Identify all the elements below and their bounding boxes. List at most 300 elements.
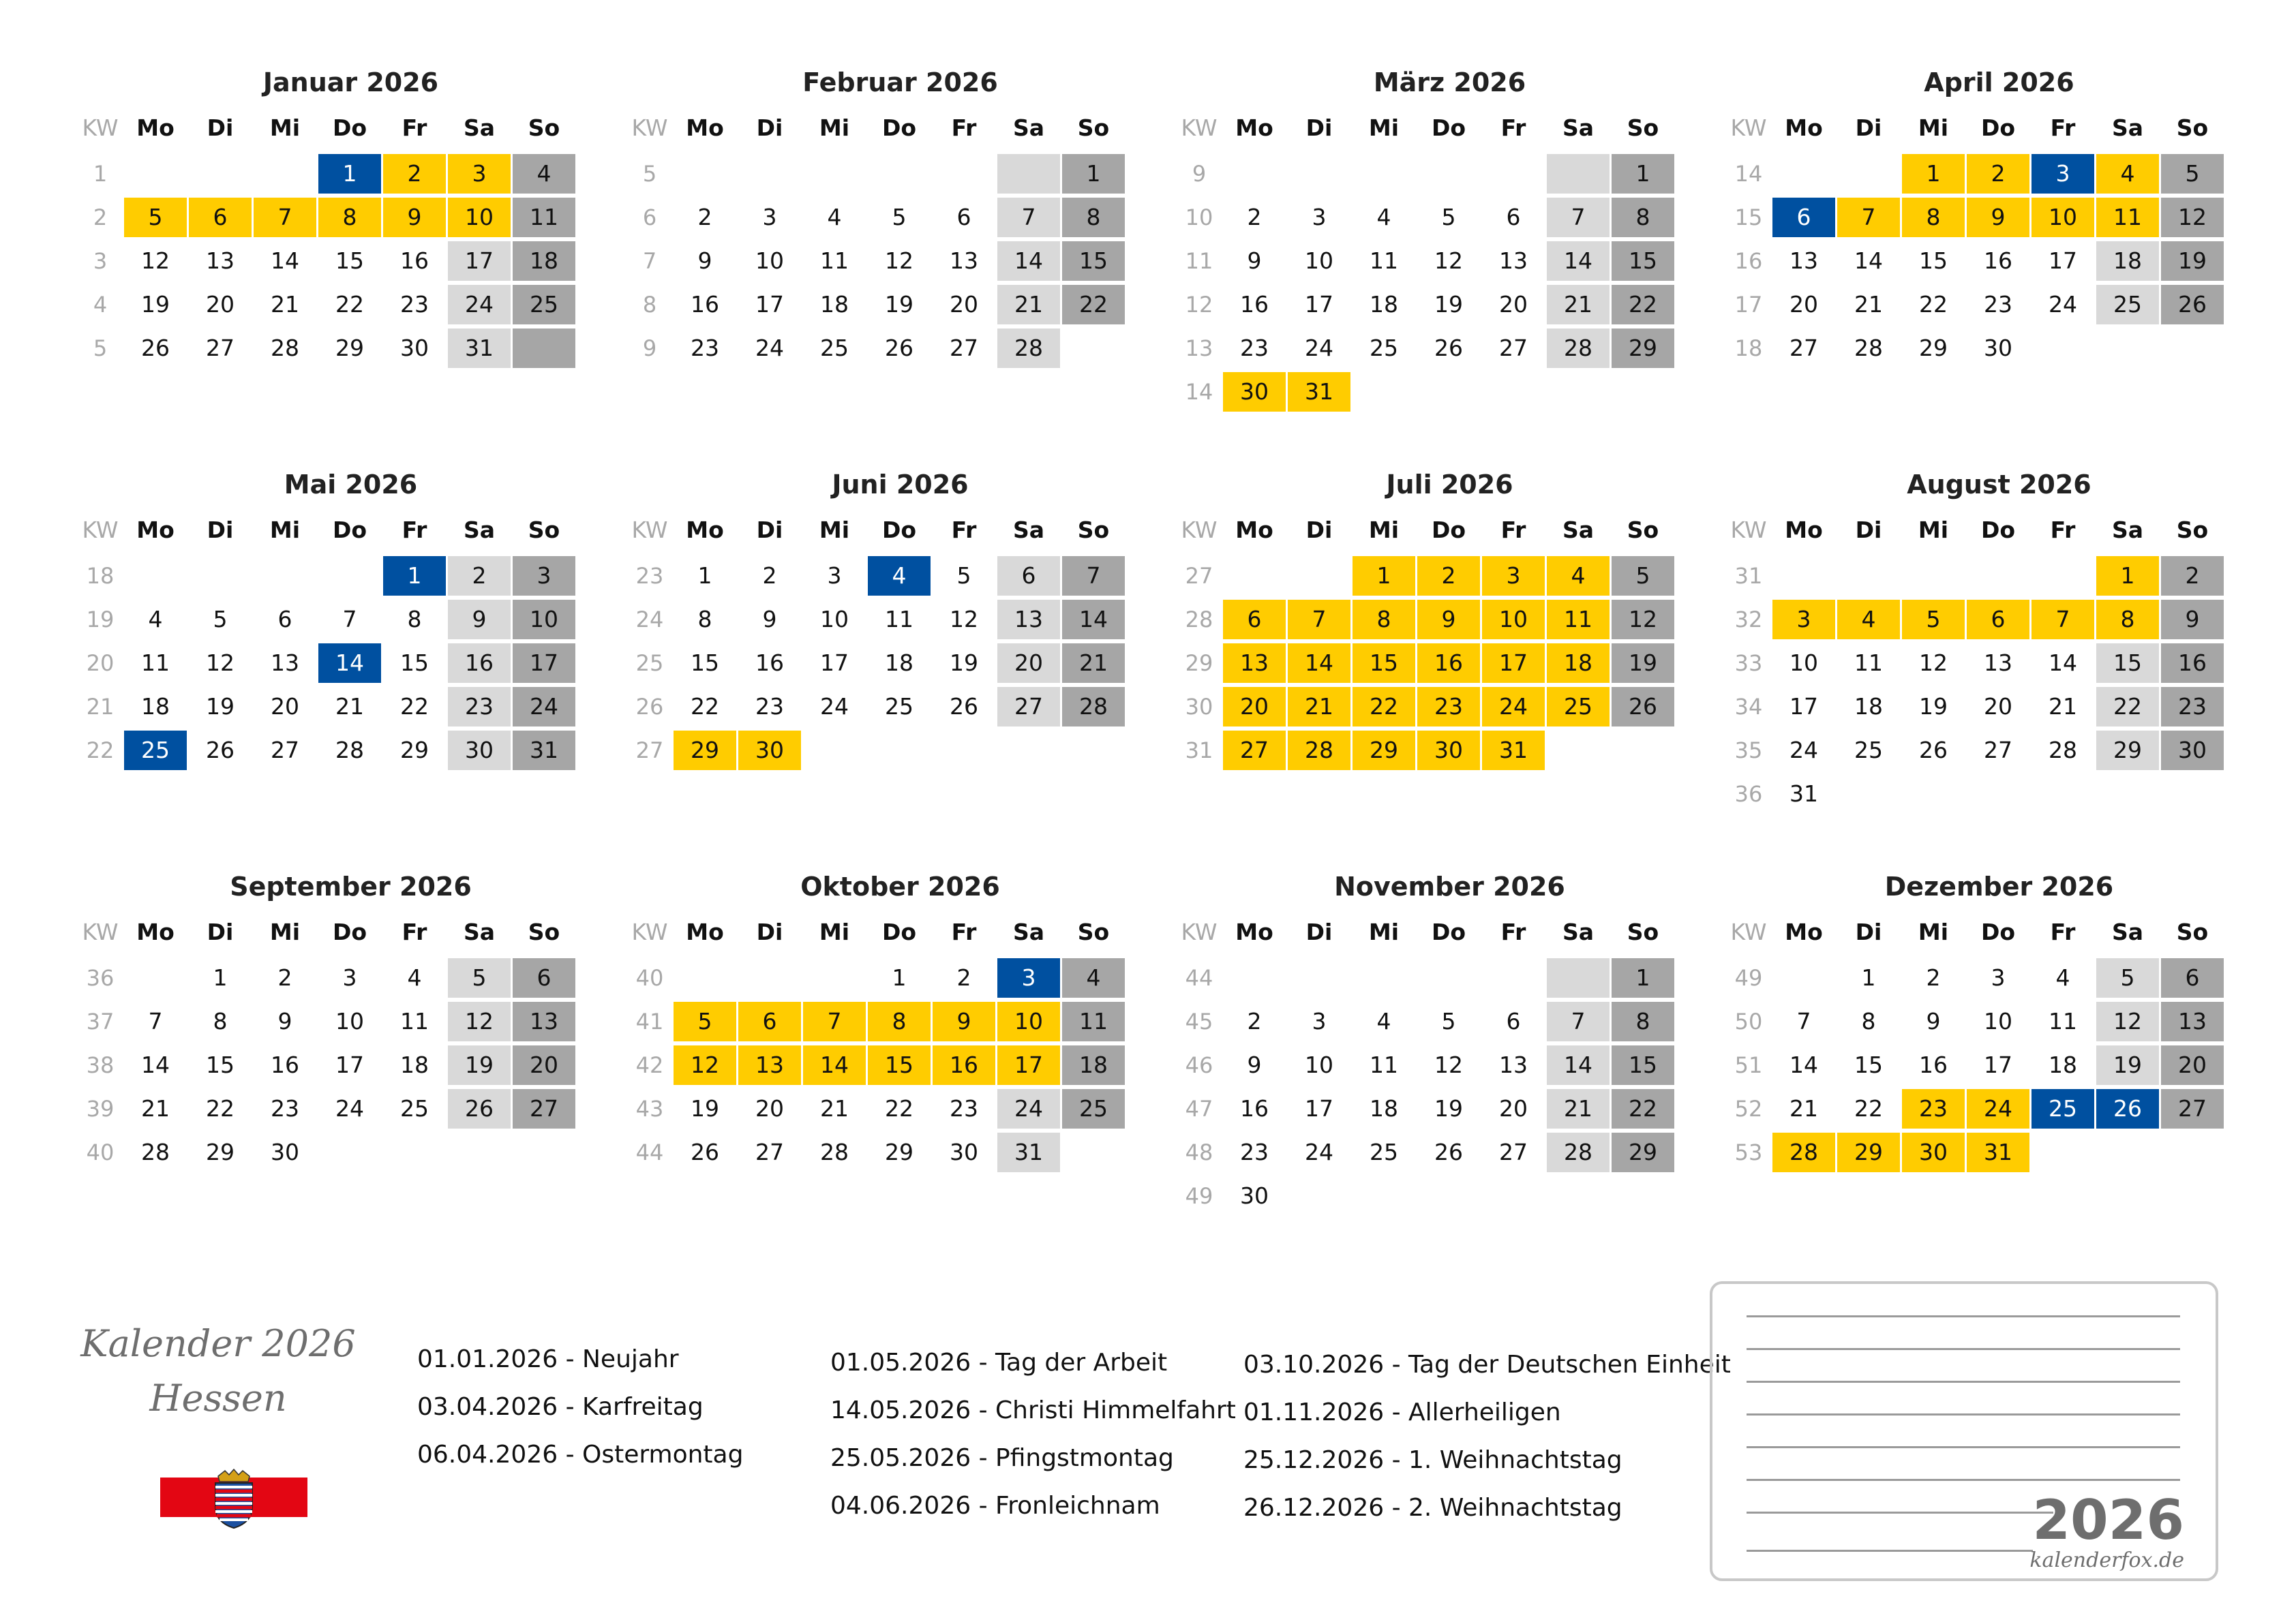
day-cell — [997, 154, 1060, 194]
day-cell: 16 — [1417, 643, 1480, 683]
week-number: 12 — [1185, 292, 1213, 318]
day-cell: 18 — [885, 649, 913, 676]
weekday-header: Sa — [1562, 919, 1595, 945]
day-cell: 24 — [335, 1095, 364, 1122]
day-cell: 18 — [141, 693, 170, 720]
day-cell: 3 — [342, 964, 357, 991]
day-cell: 16 — [448, 643, 511, 683]
day-cell: 5 — [674, 1002, 736, 1041]
weekday-header: Mi — [819, 517, 850, 543]
day-cell: 30 — [448, 731, 511, 770]
day-cell: 6 — [2161, 958, 2224, 998]
day-cell: 25 — [400, 1095, 429, 1122]
day-cell: 5 — [1441, 204, 1456, 230]
weekday-header: Mi — [1368, 517, 1400, 543]
day-cell: 9 — [448, 600, 511, 639]
day-cell: 18 — [1062, 1045, 1125, 1085]
weekday-header: Mi — [1918, 114, 1949, 141]
day-cell: 30 — [1223, 372, 1286, 412]
day-cell: 26 — [1612, 687, 1674, 726]
weekday-header: Fr — [1500, 114, 1526, 141]
day-cell: 23 — [448, 687, 511, 726]
weekday-header: Sa — [1012, 114, 1045, 141]
weekday-header: So — [528, 114, 560, 141]
day-cell: 21 — [1547, 1089, 1610, 1129]
month-title: Dezember 2026 — [1884, 872, 2114, 902]
day-cell: 27 — [1789, 335, 1818, 361]
note-line — [1747, 1550, 2033, 1552]
day-cell: 8 — [318, 198, 381, 237]
day-cell: 15 — [1854, 1052, 1883, 1078]
day-cell: 8 — [1062, 198, 1125, 237]
day-cell: 7 — [148, 1008, 163, 1035]
week-number-header: KW — [631, 919, 668, 945]
day-cell: 26 — [448, 1089, 511, 1129]
brand-region: Hessen — [149, 1377, 287, 1420]
week-number: 32 — [1734, 607, 1763, 632]
month-7 — [1175, 468, 1676, 849]
day-cell: 16 — [400, 247, 429, 274]
day-cell: 10 — [1305, 247, 1333, 274]
weekday-header: Mi — [269, 114, 301, 141]
day-cell: 3 — [1312, 1008, 1327, 1035]
day-cell: 11 — [2049, 1008, 2077, 1035]
weekday-header: Fr — [951, 517, 977, 543]
month-9 — [76, 870, 577, 1251]
day-cell: 17 — [513, 643, 575, 683]
note-line — [1747, 1446, 2180, 1448]
day-cell: 1 — [1902, 154, 1965, 194]
day-cell: 8 — [868, 1002, 931, 1041]
day-cell: 19 — [691, 1095, 719, 1122]
day-cell: 29 — [400, 737, 429, 763]
week-number-header: KW — [1181, 919, 1218, 945]
day-cell: 26 — [141, 335, 170, 361]
day-cell: 29 — [1612, 1133, 1674, 1172]
day-cell: 27 — [755, 1139, 784, 1165]
day-cell: 27 — [1984, 737, 2012, 763]
week-number: 48 — [1185, 1139, 1213, 1165]
weekday-header: Mo — [136, 517, 175, 543]
day-cell: 25 — [1370, 335, 1398, 361]
week-number: 38 — [86, 1052, 115, 1078]
day-cell: 9 — [1247, 247, 1262, 274]
note-line — [1747, 1381, 2180, 1383]
note-line — [1747, 1512, 2053, 1514]
day-cell: 10 — [1305, 1052, 1333, 1078]
day-cell: 1 — [1353, 556, 1415, 596]
weekday-header: Mo — [136, 919, 175, 945]
weekday-header: Mi — [1368, 919, 1400, 945]
day-cell: 27 — [206, 335, 235, 361]
weekday-header: So — [1627, 517, 1659, 543]
day-cell: 14 — [1288, 643, 1350, 683]
weekday-header: Mo — [1785, 517, 1823, 543]
month-title: Oktober 2026 — [800, 872, 1000, 902]
week-number: 50 — [1734, 1009, 1763, 1035]
day-cell: 31 — [997, 1133, 1060, 1172]
day-cell: 17 — [1789, 693, 1818, 720]
week-number-header: KW — [1181, 114, 1218, 141]
day-cell: 24 — [820, 693, 849, 720]
week-number: 5 — [642, 161, 657, 187]
day-cell: 31 — [1288, 372, 1350, 412]
week-number: 21 — [86, 694, 115, 720]
holiday-entry: 14.05.2026 - Christi Himmelfahrt — [830, 1396, 1236, 1424]
day-cell: 28 — [271, 335, 299, 361]
day-cell: 30 — [950, 1139, 978, 1165]
day-cell: 14 — [318, 643, 381, 683]
day-cell: 24 — [1482, 687, 1545, 726]
day-cell: 15 — [2096, 643, 2159, 683]
month-11 — [1175, 870, 1676, 1251]
day-cell: 27 — [1499, 1139, 1528, 1165]
day-cell: 28 — [820, 1139, 849, 1165]
weekday-header: So — [528, 517, 560, 543]
day-cell: 23 — [755, 693, 784, 720]
day-cell: 5 — [1902, 600, 1965, 639]
weekday-header: Fr — [2050, 114, 2076, 141]
day-cell: 15 — [1062, 241, 1125, 281]
day-cell: 6 — [1506, 1008, 1521, 1035]
holiday-list-2 — [830, 1339, 1236, 1530]
week-number: 29 — [1185, 650, 1213, 676]
week-number: 27 — [635, 737, 664, 763]
day-cell: 28 — [1772, 1133, 1835, 1172]
day-cell: 22 — [2096, 687, 2159, 726]
week-number: 30 — [1185, 694, 1213, 720]
note-line — [1747, 1479, 2180, 1481]
day-cell: 23 — [271, 1095, 299, 1122]
day-cell: 22 — [1062, 285, 1125, 324]
day-cell: 20 — [1499, 291, 1528, 318]
day-cell: 27 — [1223, 731, 1286, 770]
weekday-header: Fr — [2050, 919, 2076, 945]
day-cell: 1 — [1861, 964, 1876, 991]
weekday-header: Fr — [951, 114, 977, 141]
day-cell: 16 — [691, 291, 719, 318]
weekday-header: Do — [332, 517, 367, 543]
day-cell: 30 — [1240, 1182, 1269, 1209]
day-cell: 11 — [2096, 198, 2159, 237]
weekday-header: Di — [1855, 114, 1882, 141]
day-cell: 18 — [820, 291, 849, 318]
day-cell: 19 — [1434, 291, 1463, 318]
day-cell: 9 — [383, 198, 446, 237]
day-cell: 16 — [271, 1052, 299, 1078]
day-cell: 9 — [2161, 600, 2224, 639]
day-cell: 26 — [950, 693, 978, 720]
month-10 — [626, 870, 1127, 1251]
day-cell: 21 — [271, 291, 299, 318]
day-cell: 2 — [1247, 204, 1262, 230]
day-cell: 13 — [271, 649, 299, 676]
day-cell: 13 — [1499, 247, 1528, 274]
day-cell: 21 — [335, 693, 364, 720]
day-cell: 10 — [1984, 1008, 2012, 1035]
day-cell: 1 — [213, 964, 228, 991]
day-cell: 27 — [1499, 335, 1528, 361]
weekday-header: Di — [1855, 517, 1882, 543]
weekday-header: So — [2176, 919, 2209, 945]
day-cell: 8 — [213, 1008, 228, 1035]
month-title: Januar 2026 — [262, 67, 439, 97]
day-cell: 12 — [2161, 198, 2224, 237]
day-cell: 25 — [1547, 687, 1610, 726]
day-cell: 3 — [1772, 600, 1835, 639]
brand-title: Kalender 2026 — [80, 1322, 356, 1365]
month-title: Juni 2026 — [832, 470, 969, 500]
week-number: 9 — [1192, 161, 1207, 187]
holiday-entry: 26.12.2026 - 2. Weihnachtstag — [1243, 1494, 1622, 1522]
week-number: 47 — [1185, 1096, 1213, 1122]
day-cell: 13 — [997, 600, 1060, 639]
day-cell: 24 — [513, 687, 575, 726]
week-number: 31 — [1734, 563, 1763, 589]
month-title: April 2026 — [1924, 67, 2074, 97]
day-cell: 13 — [950, 247, 978, 274]
holiday-list-1 — [417, 1336, 743, 1479]
weekday-header: Di — [207, 114, 234, 141]
day-cell: 27 — [2161, 1089, 2224, 1129]
day-cell: 14 — [271, 247, 299, 274]
weekday-header: Mo — [1785, 919, 1823, 945]
weekday-header: Do — [1431, 517, 1466, 543]
week-number: 40 — [635, 965, 664, 991]
day-cell: 4 — [1376, 1008, 1391, 1035]
day-cell: 23 — [1240, 1139, 1269, 1165]
week-number: 11 — [1185, 248, 1213, 274]
day-cell: 10 — [513, 600, 575, 639]
day-cell: 2 — [1247, 1008, 1262, 1035]
day-cell: 4 — [407, 964, 422, 991]
day-cell: 6 — [189, 198, 252, 237]
week-number: 18 — [86, 563, 115, 589]
day-cell: 24 — [1305, 1139, 1333, 1165]
day-cell: 24 — [448, 285, 511, 324]
day-cell: 9 — [277, 1008, 292, 1035]
note-line — [1747, 1413, 2180, 1416]
day-cell: 14 — [2049, 649, 2077, 676]
day-cell: 8 — [1861, 1008, 1876, 1035]
day-cell: 9 — [1247, 1052, 1262, 1078]
month-title: März 2026 — [1373, 67, 1526, 97]
day-cell: 16 — [1919, 1052, 1948, 1078]
day-cell: 27 — [950, 335, 978, 361]
day-cell: 21 — [820, 1095, 849, 1122]
day-cell: 12 — [885, 247, 913, 274]
month-6 — [626, 468, 1127, 849]
day-cell: 8 — [2096, 600, 2159, 639]
week-number: 28 — [1185, 607, 1213, 632]
weekday-header: Sa — [1012, 919, 1045, 945]
site-name: kalenderfox.de — [2029, 1548, 2184, 1572]
week-number: 36 — [1734, 781, 1763, 807]
day-cell: 22 — [885, 1095, 913, 1122]
day-cell: 21 — [141, 1095, 170, 1122]
day-cell: 12 — [141, 247, 170, 274]
week-number: 27 — [1185, 563, 1213, 589]
day-cell: 8 — [1612, 198, 1674, 237]
day-cell: 20 — [1499, 1095, 1528, 1122]
day-cell: 28 — [1062, 687, 1125, 726]
day-cell: 24 — [1305, 335, 1333, 361]
day-cell: 27 — [997, 687, 1060, 726]
day-cell: 22 — [1612, 285, 1674, 324]
day-cell: 18 — [513, 241, 575, 281]
weekday-header: Sa — [1562, 517, 1595, 543]
day-cell: 15 — [1919, 247, 1948, 274]
weekday-header: Sa — [2111, 919, 2144, 945]
week-number-header: KW — [82, 114, 119, 141]
day-cell: 5 — [1612, 556, 1674, 596]
day-cell: 31 — [513, 731, 575, 770]
day-cell: 25 — [1062, 1089, 1125, 1129]
week-number: 41 — [635, 1009, 664, 1035]
day-cell: 15 — [1612, 241, 1674, 281]
weekday-header: So — [1077, 919, 1110, 945]
day-cell: 10 — [1789, 649, 1818, 676]
day-cell: 18 — [400, 1052, 429, 1078]
day-cell: 11 — [1854, 649, 1883, 676]
day-cell: 17 — [755, 291, 784, 318]
day-cell: 1 — [1612, 958, 1674, 998]
weekday-header: Mo — [136, 114, 175, 141]
day-cell: 18 — [2096, 241, 2159, 281]
day-cell: 16 — [2161, 643, 2224, 683]
day-cell — [1547, 958, 1610, 998]
day-cell: 29 — [1353, 731, 1415, 770]
weekday-header: Mo — [686, 517, 724, 543]
day-cell: 6 — [277, 606, 292, 632]
notes-box — [1710, 1281, 2218, 1581]
note-line — [1747, 1348, 2180, 1350]
week-number: 10 — [1185, 204, 1213, 230]
day-cell: 7 — [342, 606, 357, 632]
day-cell: 17 — [820, 649, 849, 676]
day-cell: 12 — [950, 606, 978, 632]
day-cell: 10 — [335, 1008, 364, 1035]
day-cell: 6 — [513, 958, 575, 998]
day-cell: 12 — [448, 1002, 511, 1041]
day-cell: 11 — [141, 649, 170, 676]
week-number: 43 — [635, 1096, 664, 1122]
day-cell: 18 — [1547, 643, 1610, 683]
day-cell: 31 — [1482, 731, 1545, 770]
day-cell: 23 — [1240, 335, 1269, 361]
day-cell: 19 — [885, 291, 913, 318]
week-number: 39 — [86, 1096, 115, 1122]
day-cell: 10 — [2031, 198, 2094, 237]
day-cell: 4 — [2055, 964, 2070, 991]
day-cell: 14 — [141, 1052, 170, 1078]
day-cell: 15 — [400, 649, 429, 676]
day-cell: 28 — [335, 737, 364, 763]
week-number: 8 — [642, 292, 657, 318]
week-number-header: KW — [631, 114, 668, 141]
weekday-header: Mi — [1368, 114, 1400, 141]
week-number: 44 — [1185, 965, 1213, 991]
weekday-header: Do — [1980, 919, 2016, 945]
day-cell: 24 — [1967, 1089, 2029, 1129]
month-2 — [626, 65, 1127, 447]
day-cell: 5 — [2096, 958, 2159, 998]
day-cell: 9 — [933, 1002, 995, 1041]
day-cell: 26 — [1434, 335, 1463, 361]
day-cell: 10 — [997, 1002, 1060, 1041]
day-cell: 29 — [1919, 335, 1948, 361]
weekday-header: So — [1627, 114, 1659, 141]
day-cell: 22 — [1353, 687, 1415, 726]
day-cell — [1547, 154, 1610, 194]
day-cell: 20 — [755, 1095, 784, 1122]
day-cell: 26 — [206, 737, 235, 763]
weekday-header: Do — [881, 517, 917, 543]
weekday-header: Sa — [2111, 114, 2144, 141]
day-cell: 18 — [2049, 1052, 2077, 1078]
day-cell: 21 — [1062, 643, 1125, 683]
day-cell: 28 — [1288, 731, 1350, 770]
weekday-header: Do — [881, 919, 917, 945]
week-number-header: KW — [1730, 114, 1767, 141]
day-cell: 11 — [513, 198, 575, 237]
weekday-header: Mo — [1235, 114, 1273, 141]
day-cell: 12 — [1919, 649, 1948, 676]
day-cell: 21 — [1288, 687, 1350, 726]
week-number: 26 — [635, 694, 664, 720]
day-cell: 7 — [803, 1002, 866, 1041]
day-cell: 31 — [1967, 1133, 2029, 1172]
day-cell: 25 — [2096, 285, 2159, 324]
week-number: 51 — [1734, 1052, 1763, 1078]
day-cell: 14 — [1789, 1052, 1818, 1078]
day-cell: 9 — [762, 606, 777, 632]
day-cell: 9 — [1967, 198, 2029, 237]
weekday-header: Fr — [402, 919, 427, 945]
weekday-header: Di — [756, 517, 783, 543]
weekday-header: So — [1077, 114, 1110, 141]
week-number: 42 — [635, 1052, 664, 1078]
weekday-header: Mo — [1235, 517, 1273, 543]
month-title: August 2026 — [1907, 470, 2091, 500]
week-number: 40 — [86, 1139, 115, 1165]
week-number: 13 — [1185, 335, 1213, 361]
weekday-header: So — [1077, 517, 1110, 543]
day-cell: 4 — [1837, 600, 1900, 639]
weekday-header: Do — [332, 114, 367, 141]
day-cell: 6 — [956, 204, 971, 230]
holiday-entry: 01.01.2026 - Neujahr — [417, 1345, 679, 1373]
day-cell: 25 — [513, 285, 575, 324]
weekday-header: Fr — [2050, 517, 2076, 543]
day-cell: 20 — [1984, 693, 2012, 720]
day-cell: 20 — [271, 693, 299, 720]
day-cell: 5 — [956, 562, 971, 589]
weekday-header: Mo — [1235, 919, 1273, 945]
week-number: 14 — [1734, 161, 1763, 187]
day-cell: 17 — [997, 1045, 1060, 1085]
weekday-header: Di — [1305, 517, 1333, 543]
day-cell: 28 — [997, 328, 1060, 368]
day-cell: 24 — [1789, 737, 1818, 763]
holiday-entry: 25.05.2026 - Pfingstmontag — [830, 1444, 1174, 1472]
hessen-flag — [160, 1478, 307, 1517]
day-cell: 3 — [827, 562, 842, 589]
day-cell: 25 — [1854, 737, 1883, 763]
week-number: 35 — [1734, 737, 1763, 763]
day-cell: 5 — [2161, 154, 2224, 194]
month-title: Mai 2026 — [284, 470, 418, 500]
